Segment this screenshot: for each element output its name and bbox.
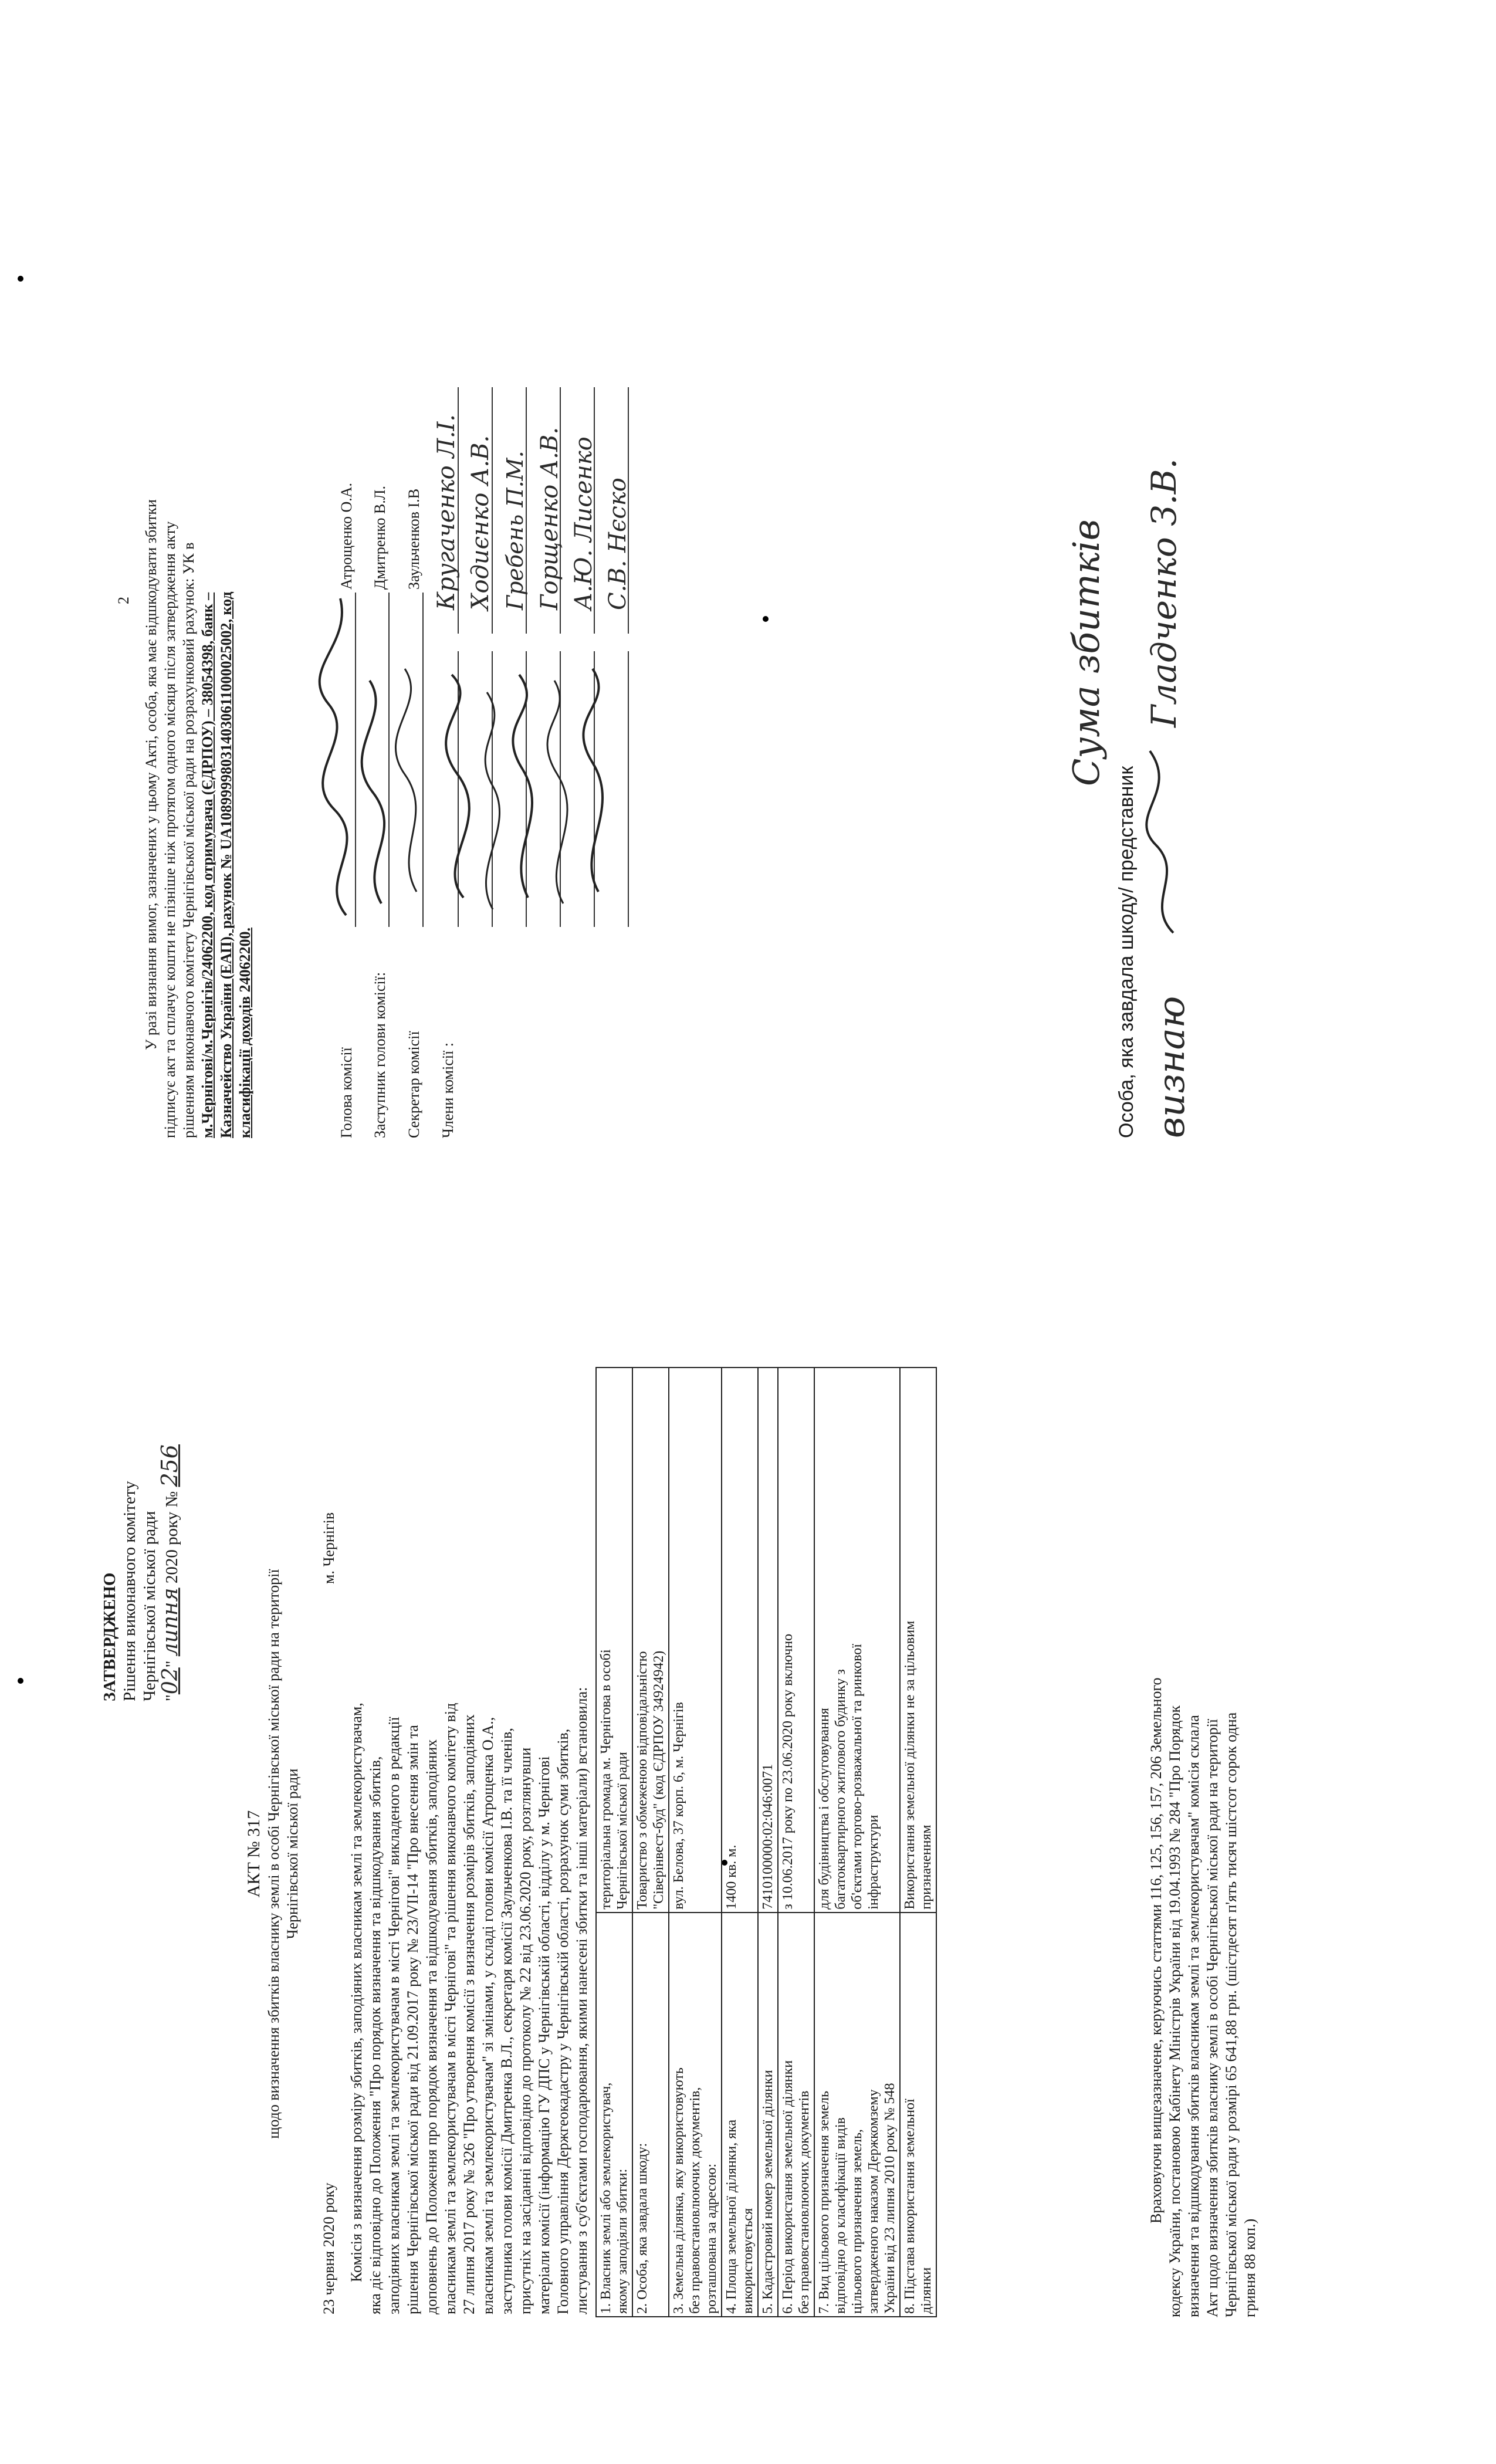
deputy-name: Дмитренко В.Л. xyxy=(371,485,388,590)
body-line: рішення Чернігівської міської ради від 21.09.2017 року № 23/VII-14 "Про внесення змін та xyxy=(404,1725,421,2314)
body-line: Головного управління Держгеокадастру у Чернігівській області, розрахунок суми збитків, xyxy=(554,1728,571,2314)
table-value-cell: 7410100000:02:046:0071 xyxy=(758,1368,778,1913)
payment-line: підписує акт та сплачує кошти не пізніше ніж протягом одного місяця після затвердження акту xyxy=(161,521,178,1138)
act-subtitle-2: Чернігівської міської ради xyxy=(284,1768,301,1940)
scan-dot xyxy=(18,1678,23,1684)
approval-line-2: Чернігівської міської ради xyxy=(140,1511,159,1701)
table-value-cell: Товариство з обмеженою відповідальністю "Сіверінвест-буд" (код ЄДРПОУ 34924942) xyxy=(632,1368,669,1913)
page-number: 2 xyxy=(115,597,132,604)
table-label-cell: 8. Підстава використання земельної ділянки xyxy=(900,1913,936,2317)
table-value-cell: територіальна громада м. Чернігова в особі Чернігівської міської ради xyxy=(596,1368,632,1913)
act-title: АКТ № 317 xyxy=(244,1810,263,1898)
table-row xyxy=(814,1368,900,2317)
body-line: 27 липня 2017 року № 326 "Про утворення комісії з визначення розмірів збитків, заподіяних xyxy=(461,1714,478,2314)
payment-line: Казначейство України (ЕАП), рахунок № UA108999980314030611000025002, код xyxy=(218,591,235,1138)
member-handwritten-name: Ходиєнко А.В. xyxy=(467,435,494,610)
act-page-1 xyxy=(0,1232,1496,2464)
payment-line: У разі визнання вимог, зазначених у цьому Акті, особа, яка має відшкодувати збитки xyxy=(143,499,160,1050)
table-label-cell: 7. Вид цільового призначення земель відповідно до класифікації видів цільового призначення земель, затвердженого наказом Держкомзему України від 23 липня 2010 року № 548 xyxy=(814,1913,900,2317)
member-handwritten-name: С.В. Нєско xyxy=(604,478,631,610)
body-line: власникам землі та землекористувачам" зі змінами, у складі голови комісії Атрощенка О.А., xyxy=(479,1717,496,2314)
conclusion-line: кодексу України, постановою Кабінету Міністрів України від 19.04.1993 № 284 "Про Порядок xyxy=(1166,1705,1183,2317)
chair-name: Атрощенко О.А. xyxy=(338,483,355,590)
act-subtitle-1: щодо визначення збитків власнику землі в особі Чернігівської міської ради на території xyxy=(265,1569,282,2139)
table-value-cell: для будівництва і обслуговування багатоквартирного житлового будинку з об'єктами торгово-розважальної та ринкової інфраструктури xyxy=(814,1368,900,1913)
approval-date: "02" липня 2020 року № 256 xyxy=(157,1444,182,1701)
secretary-name: Заульченков І.В xyxy=(405,488,422,590)
approval-line-1: Рішення виконавчого комітету xyxy=(120,1481,139,1701)
conclusion-line: Враховуючи вищезазначене, керуючись статтями 116, 125, 156, 157, 206 Земельного xyxy=(1148,1677,1165,2223)
member-handwritten-name: Кругаченко Л.І. xyxy=(433,414,460,610)
table-row xyxy=(900,1368,936,2317)
table-value-cell: 1400 кв. м. xyxy=(722,1368,758,1913)
member-handwritten-name: Горщенко А.В. xyxy=(536,427,563,610)
offender-handwritten-text: Сума збитків xyxy=(1065,519,1108,786)
body-line: доповнень до Положення про порядок визначення та відшкодування збитків, заподіяних xyxy=(423,1739,440,2314)
table-label-cell: 6. Період використання земельної ділянки без правовстановлюючих документів xyxy=(778,1913,814,2317)
approval-block xyxy=(100,1279,182,1701)
table-value-cell: з 10.06.2017 року по 23.06.2020 року включно xyxy=(778,1368,814,1913)
body-line: яка діє відповідно до Положення "Про порядок визначення та відшкодування збитків, xyxy=(367,1756,384,2314)
scan-dot xyxy=(763,616,769,622)
conclusion-line: Акт щодо визначення збитків власнику землі в особі Чернігівської міської ради на території xyxy=(1204,1718,1221,2317)
table-row xyxy=(722,1368,758,2317)
table-label-cell: 1. Власник землі або землекористувач, якому заподіяли збитки: xyxy=(596,1913,632,2317)
act-city: м. Чернігів xyxy=(320,1512,337,1584)
table-row xyxy=(669,1368,722,2317)
act-date: 23 червня 2020 року xyxy=(320,2182,337,2314)
body-line: листування з суб'єктами господарювання, якими нанесені збитки та інші матеріали) встановила: xyxy=(573,1687,590,2314)
offender-handwritten-name: Гладченко З.В. xyxy=(1144,458,1184,727)
offender-signature xyxy=(1138,739,1191,939)
table-label-cell: 5. Кадастровий номер земельної ділянки xyxy=(758,1913,778,2317)
approval-title: ЗАТВЕРДЖЕНО xyxy=(100,1572,119,1701)
payment-line: рішенням виконавчого комітету Чернігівської міської ради на розрахунковий рахунок: УК в xyxy=(180,542,197,1138)
act-header xyxy=(243,1373,302,2335)
body-line: матеріали комісії (інформацію ГУ ДПС у Чернігівській області, відділу у м. Чернігові xyxy=(536,1756,553,2314)
offender-handwritten-text: визнаю xyxy=(1150,996,1193,1138)
body-line: Комісія з визначення розміру збитків, заподіяних власникам землі та землекористувачам, xyxy=(348,1703,365,2282)
table-value-cell: Використання земельної ділянки не за цільовим призначенням xyxy=(900,1368,936,1913)
deputy-label: Заступник голови комісії: xyxy=(371,972,388,1138)
offender-label: Особа, яка завдала шкоду/ представник xyxy=(1115,766,1138,1138)
act-conclusion-paragraph xyxy=(1147,1261,1260,2317)
table-row xyxy=(778,1368,814,2317)
member-handwritten-name: Гребень П.М. xyxy=(502,451,528,610)
approval-day-handwritten: 02 xyxy=(158,1667,182,1695)
act-body-paragraph xyxy=(347,1258,591,2314)
body-line: заступника голови комісії Дмитренка В.Л., секретаря комісії Заульченкова І.В. та її членів, xyxy=(498,1728,515,2314)
approval-number-handwritten: 256 xyxy=(157,1444,182,1487)
commission-signatures xyxy=(317,575,657,950)
table-row xyxy=(632,1368,669,2317)
table-label-cell: 3. Земельна ділянка, яку використовують без правовстановлюючих документів, розташована за адресою: xyxy=(669,1913,722,2317)
table-label-cell: 4. Площа земельної ділянки, яка використовується xyxy=(722,1913,758,2317)
body-line: власникам землі та землекористувачам в місті Чернігові" та рішення виконавчого комітету від xyxy=(442,1703,459,2314)
secretary-label: Секретар комісії xyxy=(405,1031,422,1138)
body-line: присутніх на засіданні відповідно до протоколу № 22 від 23.06.2020 року, розглянувши xyxy=(517,1747,534,2314)
chair-label: Голова комісії xyxy=(338,1047,355,1138)
body-line: заподіяних власникам землі та землекористувачам в місті Чернігові" викладеного в редакції xyxy=(385,1717,402,2314)
payment-line: класифікації доходів 24062200. xyxy=(236,928,253,1138)
table-label-cell: 2. Особа, яка завдала шкоду: xyxy=(632,1913,669,2317)
member-handwritten-name: А.Ю. Лисенко xyxy=(570,436,597,610)
table-value-cell: вул. Белова, 37 корп. 6, м. Чернігів xyxy=(669,1368,722,1913)
scan-dot xyxy=(18,276,23,282)
approval-month-handwritten: липня xyxy=(158,1588,182,1657)
members-label: Члени комісії : xyxy=(439,1043,456,1138)
payment-line: м.Чернігові/м.Чернігів/24062200, код отримувача (ЄДРПОУ) – 38054398, банк – xyxy=(199,592,216,1138)
conclusion-line: Чернігівської міської ради у розмірі 65 641,88 грн. (шістдесят п'ять тисяч шістсот сорок одна xyxy=(1223,1712,1240,2317)
table-row xyxy=(758,1368,778,2317)
conclusion-line: визначення та відшкодування збитків власникам землі та землекористувачам" комісія склала xyxy=(1185,1715,1202,2317)
conclusion-line: гривня 88 коп.) xyxy=(1241,2218,1258,2317)
payment-paragraph xyxy=(142,82,255,1138)
table-row xyxy=(596,1368,632,2317)
act-details-table xyxy=(595,1367,937,2317)
